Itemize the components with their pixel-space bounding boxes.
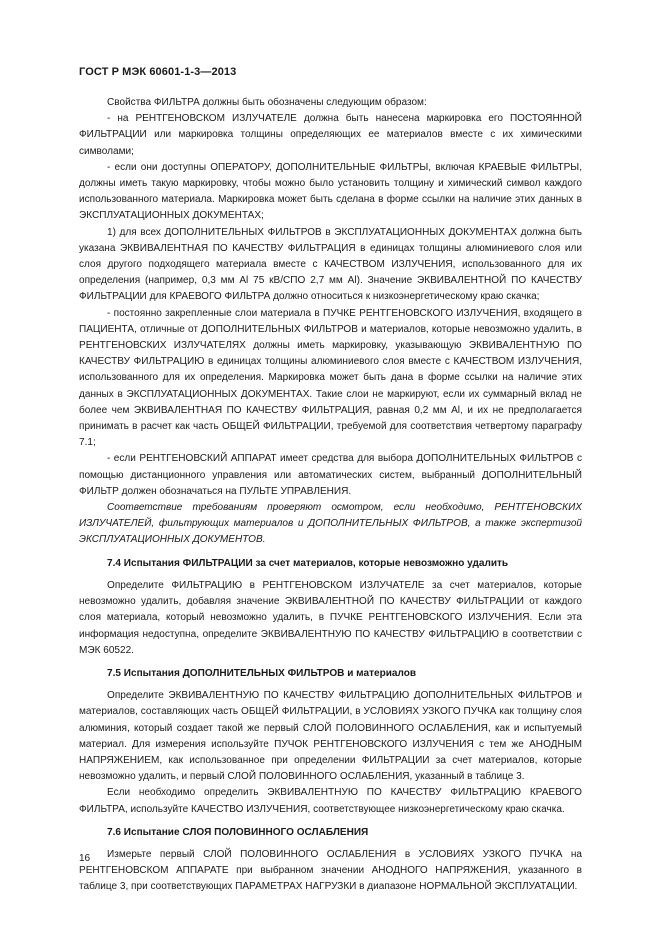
section-heading-7-6: 7.6 Испытание СЛОЯ ПОЛОВИННОГО ОСЛАБЛЕНИЯ <box>107 826 369 838</box>
paragraph: - если они доступны ОПЕРАТОРУ, ДОПОЛНИТЕЛЬНЫЕ ФИЛЬТРЫ, включая КРАЕВЫЕ ФИЛЬТРЫ, должны иметь такую маркировку, чтобы можно было установить толщину и химический символ каждого использованного материала. Маркировка может быть сделана в форме ссылки на наличие этих данных в ЭКСПЛУАТАЦИОННЫХ ДОКУМЕНТАХ; <box>79 161 582 222</box>
paragraph: Определите ЭКВИВАЛЕНТНУЮ ПО КАЧЕСТВУ ФИЛЬТРАЦИЮ ДОПОЛНИТЕЛЬНЫХ ФИЛЬТРОВ и материалов, составляющих часть ОБЩЕЙ ФИЛЬТРАЦИИ, в УСЛОВИЯХ УЗКОГО ПУЧКА как толщину слоя алюминия, который создает такой же первый СЛОЙ ПОЛОВИННОГО ОСЛАБЛЕНИЯ, как и испытуемый материал. Для измерения используйте ПУЧОК РЕНТГЕНОВСКОГО ИЗЛУЧЕНИЯ с тем же АНОДНЫМ НАПРЯЖЕНИЕМ, как использованное при определении ФИЛЬТРАЦИИ за счет материалов, которые невозможно удалить, и первый СЛОЙ ПОЛОВИННОГО ОСЛАБЛЕНИЯ, указанный в таблице 3. <box>79 690 582 783</box>
paragraph: Измерьте первый СЛОЙ ПОЛОВИННОГО ОСЛАБЛЕНИЯ в УСЛОВИЯХ УЗКОГО ПУЧКА на РЕНТГЕНОВСКОМ АППАРАТЕ при выбранном значении АНОДНОГО НАПРЯЖЕНИЯ, указанного в таблице 3, при соответствующих ПАРАМЕТРАХ НАГРУЗКИ в диапазоне НОРМАЛЬНОЙ ЭКСПЛУАТАЦИИ. <box>79 848 582 893</box>
document-body <box>79 95 582 896</box>
paragraph: Свойства ФИЛЬТРА должны быть обозначены следующим образом: <box>107 97 427 108</box>
compliance-note: Соответствие требованиям проверяют осмотром, если необходимо, РЕНТГЕНОВСКИХ ИЗЛУЧАТЕЛЕЙ, фильтрующих материалов и ДОПОЛНИТЕЛЬНЫХ ФИЛЬТРОВ, а также экспертизой ЭКСПЛУАТАЦИОННЫХ ДОКУМЕНТОВ. <box>79 502 582 546</box>
section-heading-7-5: 7.5 Испытания ДОПОЛНИТЕЛЬНЫХ ФИЛЬТРОВ и материалов <box>107 667 417 679</box>
paragraph: Определите ФИЛЬТРАЦИЮ в РЕНТГЕНОВСКОМ ИЗЛУЧАТЕЛЕ за счет материалов, которые невозможно удалить, добавляя значение ЭКВИВАЛЕНТНОЙ ПО КАЧЕСТВУ ФИЛЬТРАЦИИ от каждого слоя материала, который невозможно удалить, в ПУЧКЕ РЕНТГЕНОВСКОГО ИЗЛУЧЕНИЯ. Если эта информация недоступна, определите ЭКВИВАЛЕНТНУЮ ПО КАЧЕСТВУ ФИЛЬТРАЦИЮ в соответствии с МЭК 60522. <box>79 579 582 656</box>
paragraph: 1) для всех ДОПОЛНИТЕЛЬНЫХ ФИЛЬТРОВ в ЭКСПЛУАТАЦИОННЫХ ДОКУМЕНТАХ должна быть указана ЭКВИВАЛЕНТНАЯ ПО КАЧЕСТВУ ФИЛЬТРАЦИЯ в единицах толщины алюминиевого слоя или слоя другого подходящего материала вместе с КАЧЕСТВОМ ИЗЛУЧЕНИЯ, использованного для их определения (например, 0,3 мм Al 75 кВ/СПО 2,7 мм Al). Значение ЭКВИВАЛЕНТНОЙ ПО КАЧЕСТВУ ФИЛЬТРАЦИИ для КРАЕВОГО ФИЛЬТРА должно относиться к низкоэнергетическому краю скачка; <box>79 226 582 303</box>
paragraph: - если РЕНТГЕНОВСКИЙ АППАРАТ имеет средства для выбора ДОПОЛНИТЕЛЬНЫХ ФИЛЬТРОВ с помощью дистанционного управления или автоматических систем, выбранный ДОПОЛНИТЕЛЬНЫЙ ФИЛЬТР должен обозначаться на ПУЛЬТЕ УПРАВЛЕНИЯ. <box>79 453 582 497</box>
section-heading-7-4: 7.4 Испытания ФИЛЬТРАЦИИ за счет материалов, которые невозможно удалить <box>107 557 509 569</box>
document-header: ГОСТ Р МЭК 60601-1-3—2013 <box>79 66 237 78</box>
paragraph: - на РЕНТГЕНОВСКОМ ИЗЛУЧАТЕЛЕ должна быть нанесена маркировка его ПОСТОЯННОЙ ФИЛЬТРАЦИИ или маркировка толщины определяющих ее материалов вместе с их химическими символами; <box>79 113 582 157</box>
paragraph: - постоянно закрепленные слои материала в ПУЧКЕ РЕНТГЕНОВСКОГО ИЗЛУЧЕНИЯ, входящего в ПАЦИЕНТА, отличные от ДОПОЛНИТЕЛЬНЫХ ФИЛЬТРОВ и материалов, которые невозможно удалить, в РЕНТГЕНОВСКИХ ИЗЛУЧАТЕЛЯХ должны иметь маркировку, указывающую ЭКВИВАЛЕНТНУЮ ПО КАЧЕСТВУ ФИЛЬТРАЦИЮ в единицах толщины алюминиевого слоя вместе с КАЧЕСТВОМ ИЗЛУЧЕНИЯ, использованного для их определения. Маркировка может быть дана в форме ссылки на наличие этих данных в ЭКСПЛУАТАЦИОННЫХ ДОКУМЕНТАХ. Такие слои не маркируют, если их суммарный вклад не более чем ЭКВИВАЛЕНТНАЯ ПО КАЧЕСТВУ ФИЛЬТРАЦИЯ, равная 0,2 мм Al, и их не предполагается принимать в расчет как часть ОБЩЕЙ ФИЛЬТРАЦИИ, требуемой для соответствия четвертому параграфу 7.1; <box>79 307 582 449</box>
page-number: 16 <box>79 853 91 864</box>
paragraph: Если необходимо определить ЭКВИВАЛЕНТНУЮ ПО КАЧЕСТВУ ФИЛЬТРАЦИЮ КРАЕВОГО ФИЛЬТРА, используйте КАЧЕСТВО ИЗЛУЧЕНИЯ, соответствующее низкоэнергетическому краю скачка. <box>79 787 582 815</box>
